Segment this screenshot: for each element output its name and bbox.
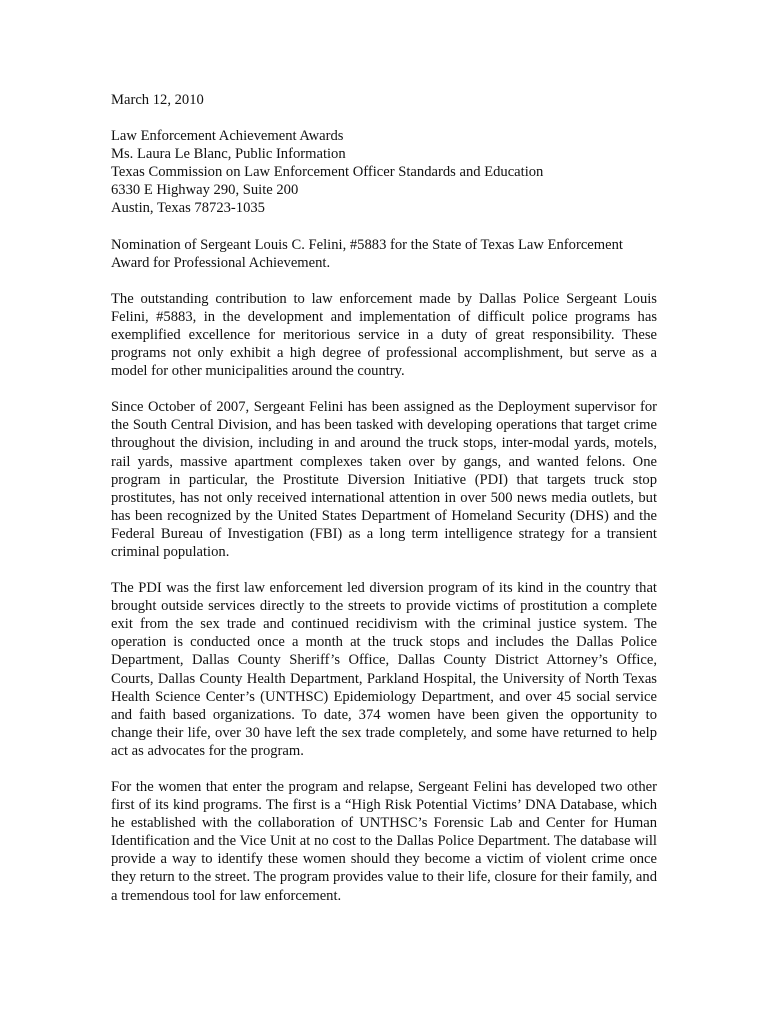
paragraph-pdi: The PDI was the first law enforcement led diversion program of its kind in the country that brought outside services directly to the streets to provide victims of prostitution a complete exit from the sex trade and continued recidivism with the criminal justice system. The operation is conducted once a month at the truck stops and includes the Dallas Police Department, Dallas County Sheriff’s Office, Dallas County District Attorney’s Office, Courts, Dallas County Health Department, Parkland Hospital, the University of North Texas Health Science Center’s (UNTHSC) Epidemiology Department, and over 45 social service and faith based organizations. To date, 374 women have been given the opportunity to change their life, over 30 have left the sex trade completely, and some have returned to help act as advocates for the program. (111, 580, 657, 759)
address-line-city: Austin, Texas 78723-1035 (111, 200, 265, 217)
letter-body (111, 91, 657, 923)
letter-date: March 12, 2010 (111, 92, 204, 108)
paragraph-deployment: Since October of 2007, Sergeant Felini has been assigned as the Deployment supervisor for the South Central Division, and has been tasked with developing operations that target crime throughout the division, including in and around the truck stops, inter-modal yards, motels, rail yards, massive apartment complexes taken over by gangs, and wanted felons. One program in particular, the Prostitute Diversion Initiative (PDI) that targets truck stop prostitutes, has not only received international attention in over 500 news media outlets, but has been recognized by the United States Department of Homeland Security (DHS) and the Federal Bureau of Investigation (FBI) as a long term intelligence strategy for a transient criminal population. (111, 399, 657, 560)
address-line-recipient: Ms. Laura Le Blanc, Public Information (111, 146, 346, 163)
address-line-street: 6330 E Highway 290, Suite 200 (111, 182, 299, 199)
recipient-address-block (111, 127, 657, 217)
paragraph-dna-database: For the women that enter the program and relapse, Sergeant Felini has developed two other first of its kind programs. The first is a “High Risk Potential Victims’ DNA Database, which he established with the collaboration of UNTHSC’s Forensic Lab and Center for Human Identification and the Vice Unit at no cost to the Dallas Police Department. The database will provide a way to identify these women should they become a victim of violent crime once they return to the street. The program provides value to their life, closure for their family, and a tremendous tool for law enforcement. (111, 779, 657, 904)
paragraph-contribution: The outstanding contribution to law enforcement made by Dallas Police Sergeant Louis Felini, #5883, in the development and implementation of difficult police programs has exemplified excellence for meritorious service in a duty of great responsibility. These programs not only exhibit a high degree of professional accomplishment, but serve as a model for other municipalities around the country. (111, 290, 657, 380)
address-line-award: Law Enforcement Achievement Awards (111, 128, 344, 145)
subject-line: Nomination of Sergeant Louis C. Felini, #5883 for the State of Texas Law Enforcement Award for Professional Achievement. (111, 236, 623, 271)
address-line-organization: Texas Commission on Law Enforcement Officer Standards and Education (111, 164, 544, 181)
